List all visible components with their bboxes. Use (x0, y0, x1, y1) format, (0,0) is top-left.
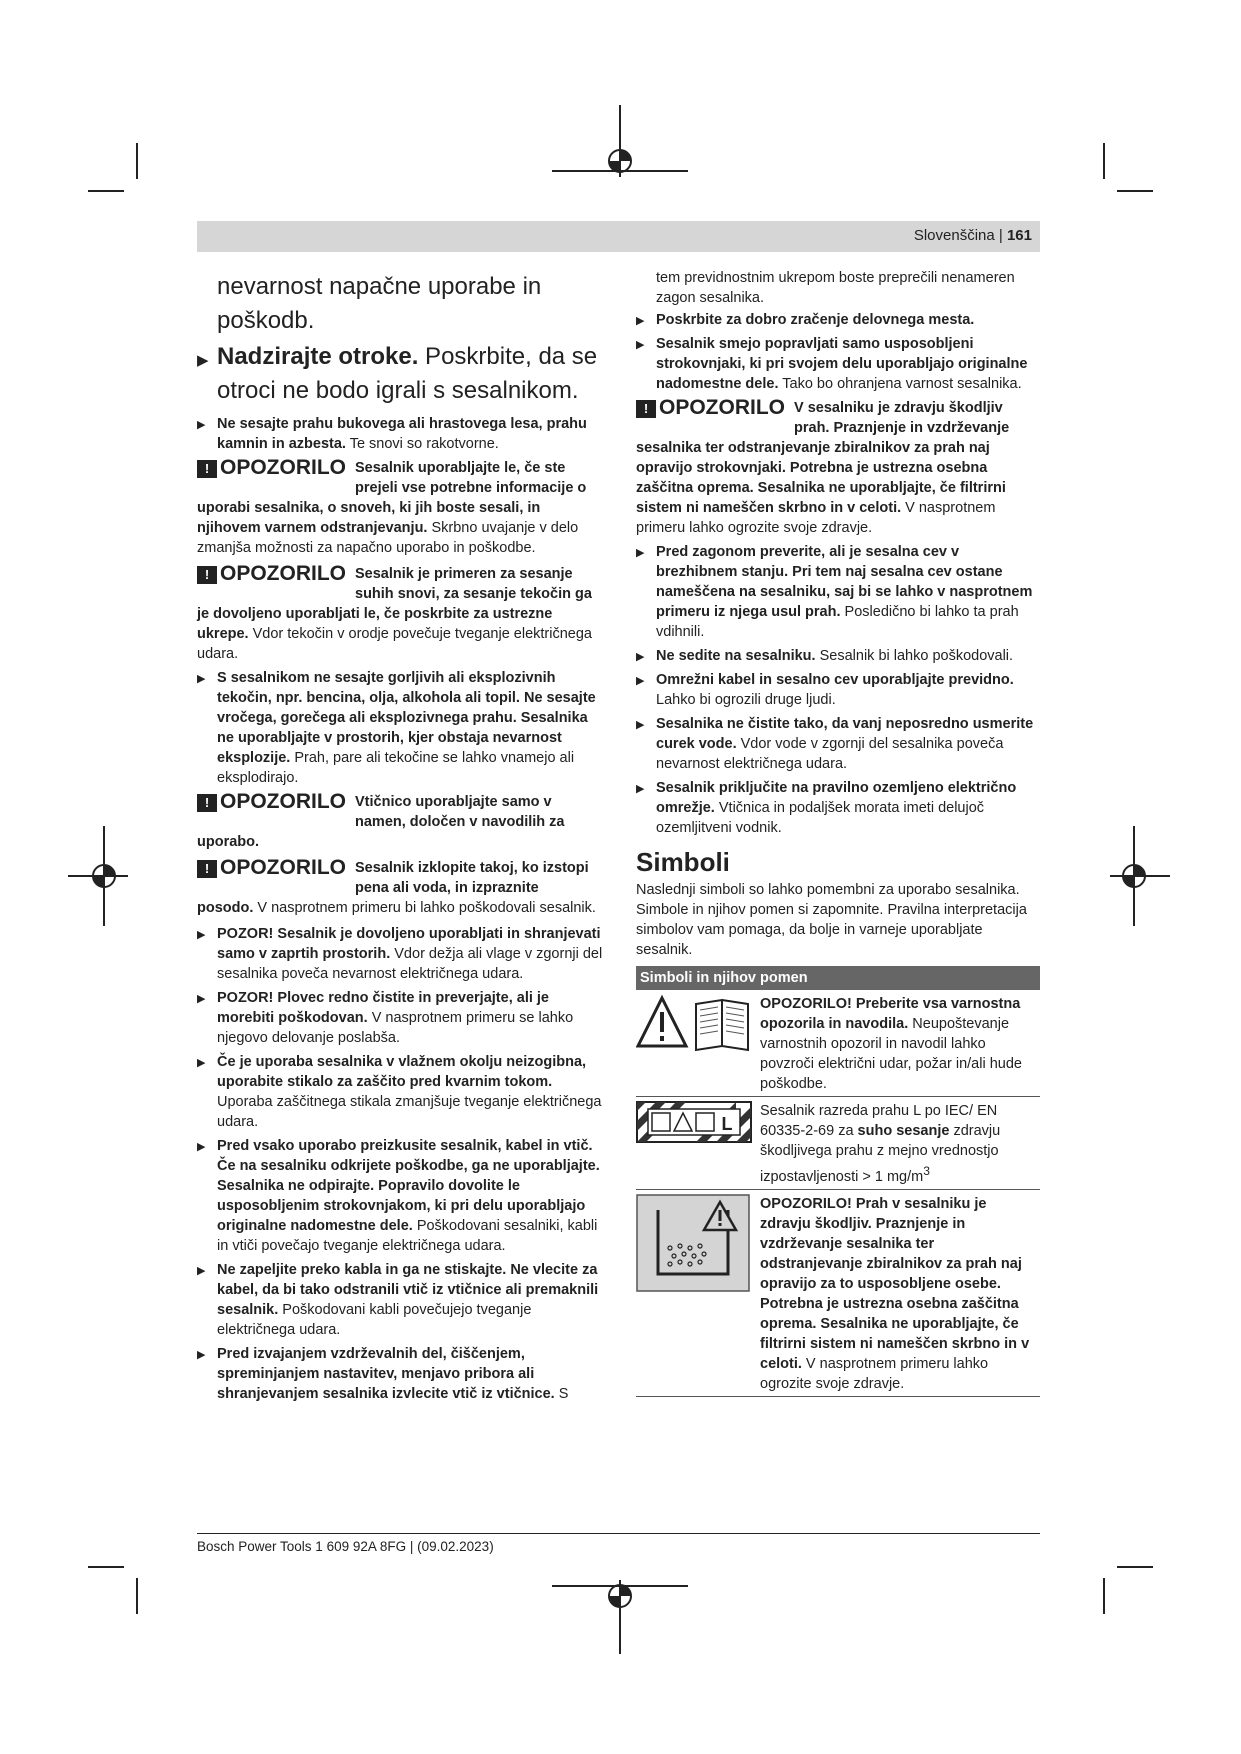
header-language: Slovenščina (913, 227, 995, 244)
bullet-triangle-icon: ▶ (197, 1057, 206, 1069)
warning-triangle-icon: ! (197, 860, 217, 878)
warning-triangle-icon: ! (197, 794, 217, 812)
warning-label: ! OPOZORILO (636, 398, 794, 418)
warning-label: ! OPOZORILO (197, 564, 355, 584)
registration-mark-bottom (552, 1570, 688, 1654)
symbol-cell (636, 994, 760, 1094)
bullet-triangle-icon: ▶ (636, 547, 645, 559)
warning-block: ! OPOZORILO Vtičnico uporabljajte samo v namen, določen v navodilih za uporabo. (197, 790, 565, 850)
right-column (636, 268, 1040, 1397)
bullet-triangle-icon: ▶ (197, 929, 206, 941)
symbol-description: OPOZORILO! Prah v sesalniku je zdravju škodljiv. Praznjenje in vzdrževanje sesalnika ter odstranjevanje zbiralnikov za prah naj opravijo za to usposobljene osebe. Potrebna je ustrezna osebna zaščitna oprema. Sesalnika ne uporabljajte, če filtrirni sistem ni nameščen skrbno in v celoti. V nasprotnem primeru lahko ogrozite svoje zdravje. (760, 1195, 1030, 1392)
bullet-triangle-icon: ▶ (197, 673, 206, 685)
symbol-description: OPOZORILO! Preberite vsa varnostna opozorila in navodila. Neupoštevanje varnostnih opozoril in navodil lahko povzroči električni udar, požar in/ali hude poškodbe. (760, 996, 1022, 1092)
symbol-row (636, 1097, 1040, 1190)
bullet-triangle-icon: ▶ (197, 419, 206, 431)
crop-mark (1103, 143, 1105, 179)
list-item: ▶ S sesalnikom ne sesajte gorljivih ali eksplozivnih tekočin, npr. bencina, olja, alkohola ali topil. Ne sesajte vročega, gorečega ali eksplozivnega prahu. Sesalnika ne uporabljajte v prostorih, kjer obstaja nevarnost eksplozije. Prah, pare ali tekočine se lahko vnamejo ali eksplodirajo. (197, 670, 596, 786)
registration-mark-top (552, 105, 688, 195)
bullet-triangle-icon: ▶ (636, 651, 645, 663)
symbols-table-header: Simboli in njihov pomen (636, 966, 1040, 990)
list-item: ▶ Pred izvajanjem vzdrževalnih del, čiščenjem, spreminjanjem nastavitev, menjavo pribora ali shranjevanjem sesalnika izvlecite vtič iz vtičnice. S (197, 1346, 569, 1402)
crop-mark (88, 190, 124, 192)
continued-text: nevarnost napačne uporabe in poškodb. (217, 273, 542, 334)
list-item: ▶ POZOR! Sesalnik je dovoljeno uporabljati in shranjevati samo v zaprtih prostorih. Vdor dežja ali vlage v zgornji del sesalnika poveča nevarnost električnega udara. (197, 926, 603, 982)
list-item: ▶ Ne zapeljite preko kabla in ga ne stiskajte. Ne vlecite za kabel, da bi tako odstranili vtič iz vtičnice ali premaknili sesalnik. Poškodovani kabli povečujejo tveganje električnega udara. (197, 1262, 599, 1338)
list-item: ▶ Sesalnik priključite na pravilno ozemljeno električno omrežje. Vtičnica in podaljšek morata imeti delujoč ozemljitveni vodnik. (636, 780, 1017, 836)
list-item: ▶ Pred vsako uporabo preizkusite sesalnik, kabel in vtič. Če na sesalniku odkrijete poškodbe, ga ne uporabljajte. Sesalnika ne odpirajte. Popravilo dovolite le usposobljenim strokovnjakom, ki pri delu uporabljajo originalne nadomestne dele. Poškodovani sesalniki, kabli in vtiči povečajo tveganje električnega udara. (197, 1138, 600, 1254)
warning-triangle-icon: ! (197, 460, 217, 478)
header-text (914, 227, 1032, 244)
warning-block: ! OPOZORILO Sesalnik izklopite takoj, ko izstopi pena ali voda, in izpraznite posodo. V nasprotnem primeru bi lahko poškodovali sesalnik. (197, 856, 596, 916)
list-item: ▶ Sesalnika ne čistite tako, da vanj neposredno usmerite curek vode. Vdor vode v zgornji del sesalnika poveča nevarnost električnega udara. (636, 716, 1034, 772)
bullet-triangle-icon: ▶ (197, 1141, 206, 1153)
list-item: ▶ Omrežni kabel in sesalno cev uporabljajte previdno. Lahko bi ogrozili druge ljudi. (636, 672, 1014, 708)
warning-block: ! OPOZORILO V sesalniku je zdravju škodljiv prah. Praznjenje in vzdrževanje sesalnika ter odstranjevanje zbiralnikov za prah naj opravijo strokovnjaki. Potrebna je ustrezna osebna zaščitna oprema. Sesalnika ne uporabljajte, če filtrirni sistem ni nameščen skrbno in v celoti. V nasprotnem primeru lahko ogrozite svoje zdravje. (636, 396, 1010, 536)
bullet-triangle-icon: ▶ (636, 675, 645, 687)
warning-label: ! OPOZORILO (197, 858, 355, 878)
list-item: ▶ Ne sesajte prahu bukovega ali hrastovega lesa, prahu kamnin in azbesta. Te snovi so rakotvorne. (197, 416, 587, 452)
symbol-cell (636, 1194, 760, 1394)
registration-mark-right (1110, 826, 1170, 926)
warning-read-manual-icon (636, 994, 752, 1052)
section-intro: Naslednji simboli so lahko pomembni za uporabo sesalnika. Simbole in njihov pomen si zapomnite. Pravilna interpretacija simbolov vam pomaga, da bolje in varneje uporabljate sesalnik. (636, 882, 1027, 958)
bullet-triangle-icon: ▶ (636, 719, 645, 731)
list-item: ▶ Ne sedite na sesalniku. Sesalnik bi lahko poškodovali. (636, 646, 1040, 666)
symbol-description: Sesalnik razreda prahu L po IEC/ EN 60335-2-69 za suho sesanje zdravju škodljivega prahu z mejno vrednostjo izpostavljenosti > 1 $mg/m^3$ (760, 1103, 1001, 1185)
header-separator: | (998, 227, 1003, 244)
symbol-row (636, 990, 1040, 1097)
continued-text: tem previdnostnim ukrepom boste preprečili nenameren zagon sesalnika. (656, 270, 1015, 306)
registration-mark-left (68, 826, 128, 926)
dust-class-l-icon (636, 1101, 752, 1145)
bullet-triangle-icon: ▶ (636, 783, 645, 795)
footer-rule (197, 1533, 1040, 1534)
warning-block: ! OPOZORILO Sesalnik uporabljajte le, če ste prejeli vse potrebne informacije o uporabi sesalnika, o snoveh, ki jih boste sesali, in njihovem varnem odstranjevanju. Skrbno uvajanje v delo zmanjša možnosti za napačno uporabo in poškodbe. (197, 456, 587, 556)
warning-label: ! OPOZORILO (197, 458, 355, 478)
list-item: ▶ Nadzirajte otroke. Poskrbite, da se otroci ne bodo igrali s sesalnikom. (197, 343, 598, 404)
crop-mark (1103, 1578, 1105, 1614)
crop-mark (1117, 190, 1153, 192)
list-item: ▶ Če je uporaba sesalnika v vlažnem okolju neizogibna, uporabite stikalo za zaščito pred kvarnim tokom. Uporaba zaščitnega stikala zmanjšuje tveganje električnega udara. (197, 1054, 602, 1130)
page-header (197, 221, 1040, 252)
symbol-row (636, 1190, 1040, 1397)
bullet-triangle-icon: ▶ (636, 315, 645, 327)
bullet-triangle-icon: ▶ (197, 993, 206, 1005)
left-column (197, 270, 607, 1408)
crop-mark (1117, 1566, 1153, 1568)
bullet-triangle-icon: ▶ (197, 1265, 206, 1277)
crop-mark (88, 1566, 124, 1568)
page-footer: Bosch Power Tools 1 609 92A 8FG | (09.02.2023) (197, 1539, 494, 1554)
crop-mark (136, 1578, 138, 1614)
harmful-dust-container-icon (636, 1194, 752, 1292)
bullet-triangle-icon: ▶ (197, 352, 209, 369)
list-item: ▶ Poskrbite za dobro zračenje delovnega mesta. (636, 310, 1040, 330)
bullet-triangle-icon: ▶ (636, 339, 645, 351)
list-item: ▶ Pred zagonom preverite, ali je sesalna cev v brezhibnem stanju. Pri tem naj sesalna cev ostane nameščena na sesalniku, saj bi se lahko v nasprotnem primeru iz njega usul prah. Posledično bi lahko ta prah vdihnili. (636, 544, 1033, 640)
list-item: ▶ POZOR! Plovec redno čistite in preverjajte, ali je morebiti poškodovan. V nasprotnem primeru se lahko njegovo delovanje poslabša. (197, 990, 574, 1046)
crop-mark (136, 143, 138, 179)
warning-triangle-icon: ! (636, 400, 656, 418)
dust-class-letter: L (721, 1114, 733, 1134)
warning-label: ! OPOZORILO (197, 792, 355, 812)
section-title: Simboli (636, 847, 730, 877)
list-item: ▶ Sesalnik smejo popravljati samo usposobljeni strokovnjaki, ki pri svojem delu uporabljajo originalne nadomestne dele. Tako bo ohranjena varnost sesalnika. (636, 336, 1028, 392)
bullet-triangle-icon: ▶ (197, 1349, 206, 1361)
page-number: 161 (1006, 227, 1032, 244)
symbol-cell (636, 1101, 760, 1187)
warning-block: ! OPOZORILO Sesalnik je primeren za sesanje suhih snovi, za sesanje tekočin ga je dovoljeno uporabljati le, če poskrbite za ustrezne ukrepe. Vdor tekočin v orodje povečuje tveganje električnega udara. (197, 562, 592, 662)
warning-triangle-icon: ! (197, 566, 217, 584)
